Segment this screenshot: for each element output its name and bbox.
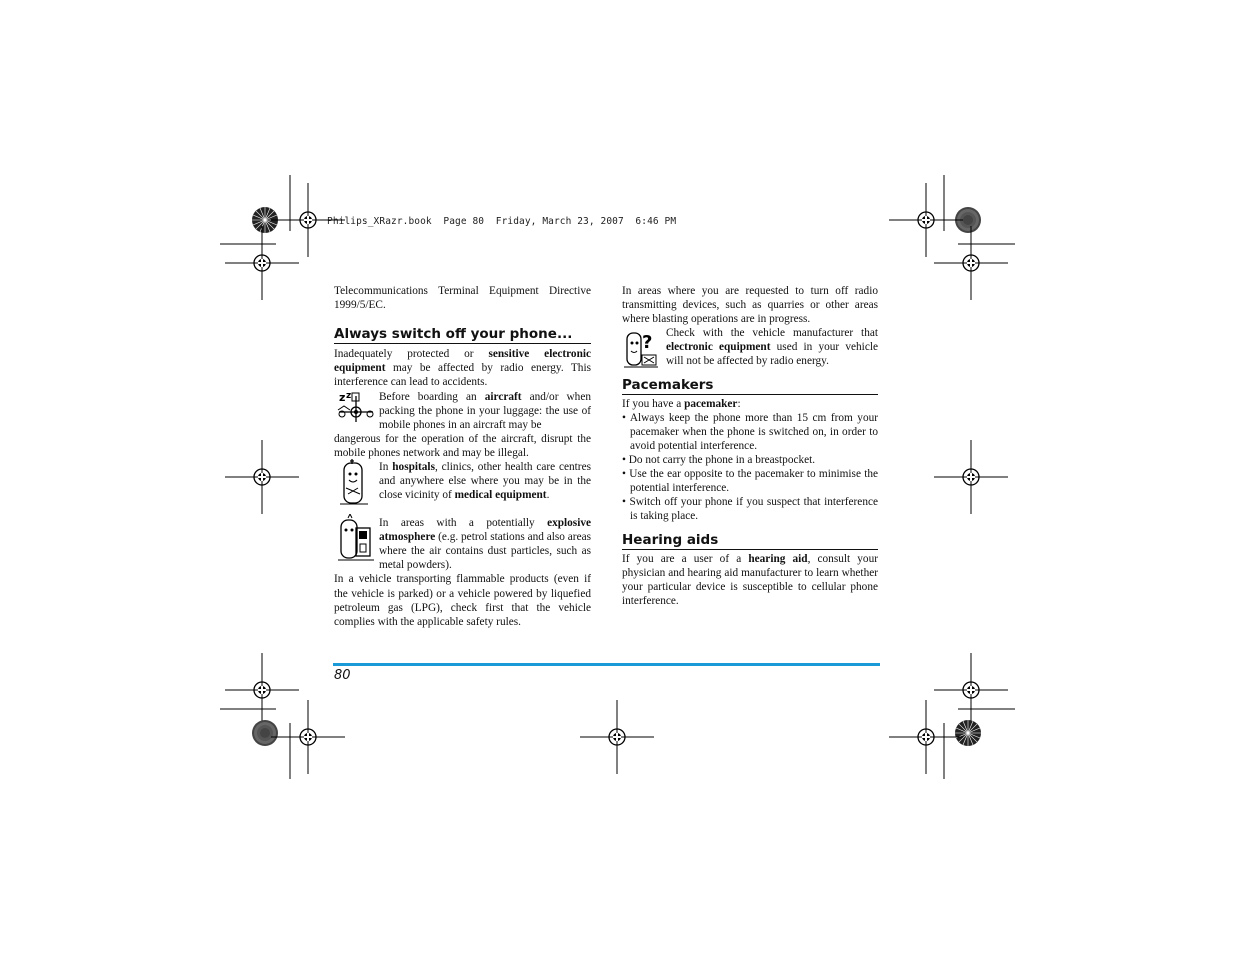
explosive-text: In areas with a potentially explosive atmosphere (e.g. petrol stations and also areas where the air contains dust particles, such as metal powders). (379, 517, 591, 572)
pacemaker-bullet-4: • Switch off your phone if you suspect that interference is taking place. (622, 496, 878, 523)
section-title-pacemakers: Pacemakers (622, 378, 878, 395)
question-phone-icon (624, 329, 660, 369)
pacemaker-bullet-3: • Use the ear opposite to the pacemaker to minimise the potential interference. (622, 468, 878, 495)
section-title-hearing-aids: Hearing aids (622, 533, 878, 550)
pacemaker-intro: If you have a pacemaker: (622, 397, 741, 410)
pacemaker-bullet-1: • Always keep the phone more than 15 cm from your pacemaker when the phone is switched on, in order to avoid potential interference. (622, 411, 878, 452)
svg-text:z: z (346, 391, 352, 401)
aircraft-text-cont: dangerous for the operation of the aircraft, disrupt the mobile phones network and may be illegal. (334, 432, 591, 459)
print-info: Philips_XRazr.book Page 80 Friday, March 23, 2007 6:46 PM (327, 216, 677, 227)
hospital-block (334, 460, 591, 516)
hospital-text: In hospitals, clinics, other health care centres and anywhere else where you may be in the close vicinity of medical equipment. (379, 461, 591, 502)
page-number: 80 (334, 668, 351, 683)
fuel-phone-icon (336, 514, 376, 562)
airplane-phone-icon (336, 388, 376, 424)
radio-off-text: In areas where you are requested to turn off radio transmitting devices, such as quarries or other areas where blasting operations are in progress. (622, 285, 878, 326)
vehicle-check-text: Check with the vehicle manufacturer that electronic equipment used in your vehicle will not be affected by radio energy. (666, 327, 878, 368)
vehicle-text: In a vehicle transporting flammable products (even if the vehicle is parked) or a vehicle powered by liquefied petroleum gas (LPG), check first that the vehicle complies with the applicable safety rules. (334, 573, 591, 628)
paragraph-sensitive: Inadequately protected or sensitive electronic equipment may be affected by radio energy. This interference can lead to accidents. (334, 348, 592, 389)
aircraft-text: Before boarding an aircraft and/or when packing the phone in your luggage: the use of mobile phones in an aircraft may be (379, 390, 591, 431)
svg-text:z: z (339, 391, 346, 404)
pacemaker-bullet-2: • Do not carry the phone in a breastpocket. (622, 454, 816, 467)
hearing-aid-text: If you are a user of a hearing aid, consult your physician and hearing aid manufacturer to learn whether your particular device is susceptible to cellular phone interference. (622, 552, 878, 607)
svg-text:?: ? (642, 332, 653, 353)
vehicle-check-block (622, 326, 878, 368)
section-title-switch-off: Always switch off your phone... (334, 327, 591, 344)
intro-text: Telecommunications Terminal Equipment Directive 1999/5/EC. (334, 285, 591, 312)
footer-rule (333, 663, 880, 666)
hospital-phone-icon (338, 458, 370, 506)
left-column (334, 284, 591, 629)
right-column (622, 284, 878, 608)
